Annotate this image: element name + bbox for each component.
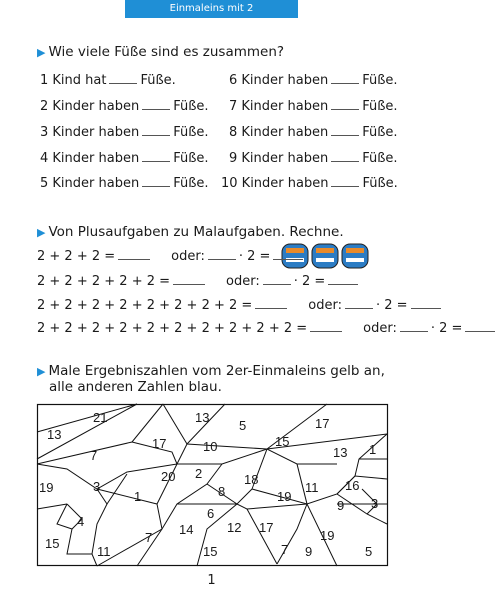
answer-blank[interactable] bbox=[345, 298, 373, 309]
puzzle-number: 11 bbox=[97, 544, 111, 559]
puzzle-number: 13 bbox=[47, 427, 62, 442]
header-title-bar bbox=[125, 0, 298, 18]
answer-blank[interactable] bbox=[255, 298, 287, 309]
answer-blank[interactable] bbox=[142, 125, 170, 136]
answer-blank[interactable] bbox=[465, 321, 495, 332]
answer-blank[interactable] bbox=[208, 249, 236, 260]
answer-blank[interactable] bbox=[310, 321, 342, 332]
puzzle-number: 3 bbox=[93, 479, 101, 494]
task1-row-left-3: 3 Kinder haben Füße. bbox=[40, 125, 209, 140]
puzzle-number: 15 bbox=[45, 536, 60, 551]
answer-blank[interactable] bbox=[331, 176, 359, 187]
task1-row-right-3: 8 Kinder haben Füße. bbox=[229, 125, 398, 140]
puzzle-number: 19 bbox=[39, 480, 54, 495]
puzzle-number: 5 bbox=[365, 544, 373, 559]
answer-blank[interactable] bbox=[109, 73, 137, 84]
answer-blank[interactable] bbox=[263, 274, 291, 285]
puzzle-number: 13 bbox=[333, 445, 348, 460]
puzzle-border bbox=[38, 405, 388, 566]
puzzle-number: 19 bbox=[320, 528, 335, 543]
puzzle-number: 13 bbox=[195, 410, 210, 425]
puzzle-number: 20 bbox=[161, 469, 176, 484]
coloring-puzzle[interactable] bbox=[37, 404, 388, 566]
task2-row-1: 2 + 2 + 2 = oder: · 2 = bbox=[37, 249, 306, 264]
task2-row-3: 2 + 2 + 2 + 2 + 2 + 2 + 2 + 2 = oder: · 2 = bbox=[37, 298, 444, 313]
page-number: 1 bbox=[207, 573, 216, 588]
answer-blank[interactable] bbox=[173, 274, 205, 285]
answer-blank[interactable] bbox=[331, 73, 359, 84]
answer-blank[interactable] bbox=[142, 151, 170, 162]
answer-blank[interactable] bbox=[331, 125, 359, 136]
puzzle-number: 4 bbox=[77, 514, 85, 529]
puzzle-number: 3 bbox=[371, 496, 379, 511]
task2-row-2: 2 + 2 + 2 + 2 + 2 = oder: · 2 = bbox=[37, 274, 361, 289]
puzzle-number: 7 bbox=[90, 448, 98, 463]
puzzle-number: 19 bbox=[277, 489, 292, 504]
puzzle-number: 9 bbox=[337, 498, 345, 513]
puzzle-number: 7 bbox=[145, 530, 153, 545]
puzzle-number: 16 bbox=[345, 478, 360, 493]
triangle-bullet-icon: ▶ bbox=[37, 226, 46, 239]
header-title: Einmaleins mit 2 bbox=[169, 3, 254, 14]
puzzle-number: 18 bbox=[244, 472, 259, 487]
puzzle-number: 9 bbox=[305, 544, 313, 559]
task2-title: ▶ Von Plusaufgaben zu Malaufgaben. Rechne. bbox=[37, 224, 344, 240]
puzzle-number: 17 bbox=[315, 416, 330, 431]
puzzle-number: 11 bbox=[305, 480, 319, 495]
task1-row-right-4: 9 Kinder haben Füße. bbox=[229, 151, 398, 166]
task1-row-left-4: 4 Kinder haben Füße. bbox=[40, 151, 209, 166]
puzzle-number: 15 bbox=[203, 544, 218, 559]
answer-blank[interactable] bbox=[328, 274, 358, 285]
puzzle-number: 6 bbox=[207, 506, 215, 521]
puzzle-number: 21 bbox=[93, 410, 108, 425]
puzzle-number: 17 bbox=[152, 436, 167, 451]
answer-blank[interactable] bbox=[118, 249, 150, 260]
task1-row-left-2: 2 Kinder haben Füße. bbox=[40, 99, 209, 114]
task2-row-4: 2 + 2 + 2 + 2 + 2 + 2 + 2 + 2 + 2 + 2 = oder: · 2 = bbox=[37, 321, 498, 336]
answer-blank[interactable] bbox=[331, 99, 359, 110]
puzzle-number: 2 bbox=[195, 466, 203, 481]
puzzle-number: 17 bbox=[259, 520, 274, 535]
answer-blank[interactable] bbox=[400, 321, 428, 332]
task1-row-left-1: 1 Kind hat Füße. bbox=[40, 73, 176, 88]
answer-blank[interactable] bbox=[273, 249, 303, 260]
triangle-bullet-icon: ▶ bbox=[37, 365, 46, 378]
task1-row-right-5: 10 Kinder haben Füße. bbox=[221, 176, 398, 191]
shoe-pair-icon bbox=[312, 244, 338, 268]
answer-blank[interactable] bbox=[142, 176, 170, 187]
task1-row-right-1: 6 Kinder haben Füße. bbox=[229, 73, 398, 88]
puzzle-number: 14 bbox=[179, 522, 194, 537]
puzzle-number: 15 bbox=[275, 434, 290, 449]
puzzle-number: 8 bbox=[218, 484, 226, 499]
puzzle-number: 5 bbox=[239, 418, 247, 433]
answer-blank[interactable] bbox=[411, 298, 441, 309]
puzzle-number: 1 bbox=[369, 442, 377, 457]
answer-blank[interactable] bbox=[331, 151, 359, 162]
shoe-pair-icon bbox=[342, 244, 368, 268]
triangle-bullet-icon: ▶ bbox=[37, 46, 46, 59]
task1-row-left-5: 5 Kinder haben Füße. bbox=[40, 176, 209, 191]
task1-title: ▶ Wie viele Füße sind es zusammen? bbox=[37, 44, 285, 60]
puzzle-number: 10 bbox=[203, 439, 218, 454]
task3-title: ▶ Male Ergebniszahlen vom 2er-Einmaleins gelb an, alle anderen Zahlen blau. bbox=[37, 363, 385, 395]
task1-row-right-2: 7 Kinder haben Füße. bbox=[229, 99, 398, 114]
puzzle-number: 12 bbox=[227, 520, 242, 535]
puzzle-number: 7 bbox=[281, 542, 289, 557]
puzzle-number: 1 bbox=[134, 489, 142, 504]
answer-blank[interactable] bbox=[142, 99, 170, 110]
